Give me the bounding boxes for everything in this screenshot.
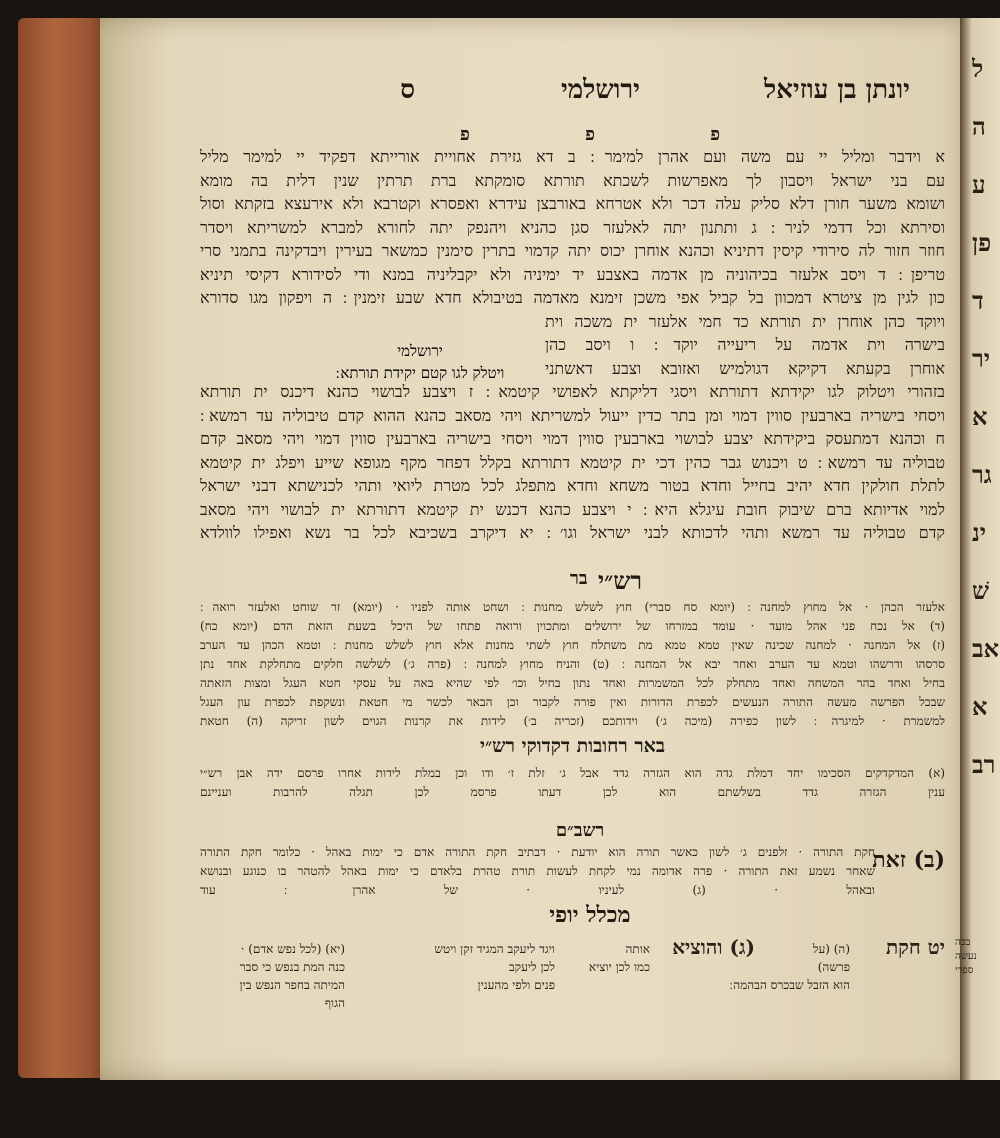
pe-marks	[460, 124, 720, 145]
next-page-letter: ל	[972, 54, 984, 83]
rashi-line: סרסהו ודרשהו וטמא עד הערב ואחר יבא אל המחנה ׃ (ט) והניח מחוץ למחנה ׃ (פרה ג׳) לשלשה חלקים מתחלקת אחד נתן	[200, 657, 945, 671]
rashi-title: רש״י	[597, 566, 643, 595]
next-page-letter: ה	[972, 112, 986, 141]
next-page-letter: ע	[972, 170, 986, 199]
rashi-line: (ז) אל המחנה · למחנה שכינה שאין טמא טמא מת משתלח חוץ לשתי מחנות אלא חוץ לשלש מחנות ׃ וטמא הכהן עד הערב	[200, 638, 945, 652]
mikhlal-text: (ה) (על	[812, 942, 850, 956]
targum-line: בזהורי ויטלוק לגו יקידתא דתורתא ויסגי דליקתא לאפושי קיטמא ׃ ז ויצבע לבושוי כהנא דיכנס ית תורתא	[200, 382, 945, 401]
edge-text-line: ספרי	[955, 965, 974, 976]
be-er-line: (א) המדקדקים הסכימו יחד דמלת גדה הוא הגזרה גדד אבל ג׳ זלת ז׳ ודו וכן במלת לידות אחרו פרסם ידה אבן רש״י	[200, 766, 945, 780]
next-page-letter: גר	[972, 460, 992, 489]
be-er-title: באר רחובות דקדוקי רש״י	[479, 735, 666, 757]
targum-line: לתלת חולקין חדא יהיב בחייל וחדא בטור משחא וחדא מתפלג לכל מטרת ליואי ותהי לכנישתא דבני ישראל	[200, 476, 945, 495]
next-page-letter: פן	[972, 228, 992, 257]
rashi-line: בחיל ואחד בהר המשחה ואחד מתחלק לכל המשמרות ואחד נתון בחיל וכו׳ לפי שהיא באה על עסקי חטא העגל ומצות הזאתה	[200, 676, 945, 690]
rashi-line: למשמרת · למיגרה ׃ לשון כפירה (מיכה ג׳) וידותכם (זכריה ב׳) לידות את קרנות הגוים לשון זריקה (ה) חטאת	[200, 714, 945, 728]
yerushalmi-box	[280, 340, 560, 384]
mikhlal-text: כנה המת בנפש כי סבר	[239, 960, 345, 974]
be-er-line: ענין הגזרה גדד בשלשתם הוא לכן דעתו פרסמ לכן תגלה להרבות ועניינם	[200, 785, 945, 799]
header-title-center: ירושלמי	[560, 75, 640, 105]
targum-line: חוזר חזור לה סירודי קיסין דתיניא וכהנא אוחרן יכוס יתה קדמוי בתרין סימנין כמשאר בעירין ויבדקינה בתמני סרי	[200, 241, 945, 260]
targum-line: ויסחי בישריה בארבעין סווין דמוי ומן בתר כדין ייעול למשריתא ויהי מסאב כהנא ההוא קדם טיבוליה עד רמשא ׃	[200, 405, 945, 425]
mikhlal-text: פנים ולפי מהענין	[477, 978, 555, 992]
mikhlal-verse-label: יט חקת	[885, 935, 945, 959]
rashi-line: (ד) אל נכח פני אהל מועד · עומד במזרחו של ירושלים ומתכוין ורואה פתחו של היכל בשעת הזאת הדם (יומא כח)	[200, 619, 945, 633]
rashbam-line: חקת התורה · זלפנים ג׳ לשון כאשר תורה הוא יודעת · דבתיב חקת התורה אדם כי ימות באהל · כלומר חקת התורה	[200, 845, 875, 859]
mikhlal-text: כמו לכן יוציא	[588, 960, 650, 974]
catchword: בר	[570, 568, 588, 589]
targum-line: כון לגין מן ציטרא דמכוון בל קביל אפי משכן זימנא מאדמה בטיבולא חדא שבע זימנין ׃ ה ויפקון מגו סדורא	[200, 288, 945, 307]
targum-line: עם בני ישראל ויסבון לך מאפרשות לשכתא תורתא סומקתא ברת תרתין שנין דלית בה מומא	[200, 170, 945, 190]
edge-text-line: בכה	[955, 937, 971, 948]
targum-line: וסירתא וכל דדמי לניר ׃ ג ותתנון יתה לאלעזר סגן כהניא ויהנפק יתה לחורא למברא למשריתא ויסדר	[200, 217, 945, 237]
running-header	[170, 75, 930, 115]
rashbam-line: ובאהל · (ג) לעיניו · של אהרן ׃ עוד	[200, 883, 875, 897]
next-page-letter: ינ	[972, 518, 987, 547]
rashbam-line: שאחר נשמע זאת התורה · פרה אדומה נמי לקחת לעשות תורת טהרת בלאדם כי ימות באהל להטהר בו כנוגע ובנושא	[200, 864, 875, 878]
mikhlal-text: הוא הזבל שבכרס הבהמה ׃	[729, 978, 850, 992]
targum-line: קדם טבוליה עד רמשא ותהי לדכותא לבני ישראל וגו׳ ׃ יא דיקרב בשכיבא לכל בר נשא ואפילו לוולדא	[200, 523, 945, 542]
targum-line: ויוקד כהן אוחרן ית תורתא כד חמי אלעזר ית משכה וית	[545, 311, 945, 331]
next-page-letter: יר	[972, 344, 991, 373]
next-page-letter: אב	[972, 634, 999, 663]
pe-mark: פ	[460, 124, 470, 145]
header-mark-left: ס	[400, 75, 415, 105]
targum-line: טבוליה עד רמשא ׃ ט ויכנוש גבר כהין דכי ית קיטמא דתורתא בקלל דפחר מקף מגופא שייע ויפלג ית קיטמא	[200, 452, 945, 472]
mikhlal-text: (יא) (לכל נפש אדם) ·	[240, 942, 345, 956]
mikhlal-title: מכלל יופי	[549, 902, 631, 928]
be-er-rechovot	[200, 735, 945, 802]
book-edge	[18, 18, 108, 1078]
targum-line: אוחרן בקעתא דקיקא דגולמיש ואזובא וצבע דאשתני	[545, 358, 945, 378]
next-page-letter: רב	[972, 750, 996, 779]
rashbam-commentary	[200, 843, 945, 900]
next-page-edge-text	[955, 936, 977, 978]
edge-text-line: נעשה	[955, 951, 977, 962]
mikhlal-yofi	[200, 932, 945, 1042]
next-page-letter: א	[972, 692, 988, 721]
rashi-commentary	[200, 598, 945, 731]
rashi-line: אלעזר הכהן · אל מחוץ למחנה ׃ (יומא סח סברי) חוץ לשלש מחנות ׃ ושחט אותה לפניו · (יומא) זר שוחט ואלעזר רואה ׃	[200, 600, 945, 614]
mikhlal-col2	[589, 940, 650, 976]
mikhlal-text: פרשה)	[817, 960, 850, 974]
header-title-right: יונתן בן עוזיאל	[764, 75, 910, 105]
targum-line: ושומא משער חורן דלא סליק עלה דכר ולא אטרחא באורבצן עידרא ואפסרא וקטרבא ולא אירעצא בזקתא וסול	[200, 194, 945, 213]
mikhlal-col4	[240, 940, 345, 1012]
mikhlal-col2-label: (ג) והוציא	[672, 935, 755, 959]
next-page-edge	[972, 40, 1000, 1080]
next-page-letter: א	[972, 402, 988, 431]
pe-mark: פ	[585, 124, 595, 145]
yerushalmi-label: ירושלמי	[397, 342, 443, 360]
mikhlal-text: ויגד ליעקב המגיד זקן ויטש	[434, 942, 555, 956]
targum-line: א וידבר ומליל יי עם משה ועם אהרן למימר ׃ ב דא גזירת אחויית אורייתא דפקיד יי למימר מליל	[200, 147, 945, 166]
targum-line: ח וכהנא דמתעסק ביקידתא יצבע לבושוי בארבעין סווין דמוי ויסחי בישריה בארבעין סווין דמוי ויהי מסאב קדם	[200, 429, 945, 448]
targum-line: למוי אדיותא ברם שיבוק חובת עיגלא היא ׃ י ויצבע כהנא דכנש ית קיטמא דתורתא ית לבושוי ויהי מסאב	[200, 499, 945, 519]
yerushalmi-text: ויטלק לגו קטם יקידת תורתא ׃	[335, 364, 505, 382]
mikhlal-text: הגוף	[324, 996, 345, 1010]
mikhlal-text: אותה	[625, 942, 650, 956]
rashbam-label: (ב) זאת	[872, 847, 945, 873]
mikhlal-col3	[434, 940, 555, 994]
rashi-line: שבכל הפרשה מעשה התורה הנעשים לכפרת הדורות ואין פורה לקבור וכן הבאר לכשר מי חטאת ונשקפת לכפרת עון העגל	[200, 695, 945, 709]
targum-line: בישרה וית אדמה על ריעייה יוקד ׃ ו ויסב כהן	[545, 335, 945, 354]
rashbam-title: רשב״ם	[555, 820, 605, 841]
next-page-letter: שׁ	[972, 576, 989, 605]
pe-mark: פ	[710, 124, 720, 145]
mikhlal-text: לכן ליעקב	[508, 960, 555, 974]
next-page-letter: ד	[972, 286, 984, 315]
targum-line: טריפן ׃ ד ויסב אלעזר בכיהוניה מן אדמה באצבע יד ימיניה ולא יקבליניה במנא ודי לסידורא דקיסי תיניא	[200, 264, 945, 284]
mikhlal-text: המיתה בחפר הנפש בין	[239, 978, 345, 992]
